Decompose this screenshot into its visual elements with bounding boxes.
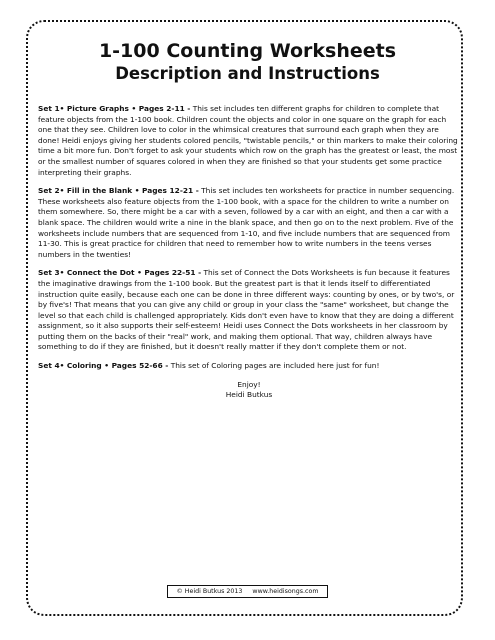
set-1-heading: Set 1• Picture Graphs • Pages 2-11 -	[38, 104, 191, 113]
page-subtitle: Description and Instructions	[115, 64, 380, 83]
set-3-paragraph	[38, 268, 460, 353]
set-4-paragraph	[38, 361, 460, 372]
footer-box	[167, 585, 327, 598]
footer-copyright: © Heidi Butkus 2013	[176, 588, 243, 595]
set-3-description: This set of Connect the Dots Worksheets is fun because it features the imaginative drawings from the 1-100 book. But the greatest part is that it lends itself to differentiated instruction quite easily, because each one can be done in three different ways: counting by ones, or by two's, or by five's! That means that you can give any child or group in your class the "same" worksheet, but change the level so that each child is challenged appropriately. Kids don't even have to know that they are doing a different assignment, so it also supports their self-esteem! Heidi uses Connect the Dots worksheets in her classroom by putting them on the backs of their "real" work, and making them optional. That way, children always have something to do if they are finished, but it doesn't really matter if they don't complete them or not.	[38, 268, 455, 352]
set-1-paragraph	[38, 104, 460, 178]
closing-signature	[38, 380, 460, 401]
instructions-body	[38, 104, 460, 401]
set-4-description: This set of Coloring pages are included here just for fun!	[170, 361, 380, 371]
set-1-description: This set includes ten different graphs for children to complete that feature objects from the 1-100 book. Children count the objects and color in one square on the graph for each one that they see. Children love to color in the whimsical creatures that surround each graph when they are done! Heidi enjoys giving her students colored pencils, "twistable pencils," or thin markers to make their coloring time a bit more fun. Don't forget to ask your students which row on the graph has the greatest or least, the most or the smallest number of squares colored in when they are finished so that your students get some practice interpreting their graphs.	[38, 104, 458, 177]
set-3-heading: Set 3• Connect the Dot • Pages 22-51 -	[38, 268, 202, 278]
set-4-heading: Set 4• Coloring • Pages 52-66 -	[38, 361, 169, 371]
closing-author: Heidi Butkus	[225, 390, 273, 400]
set-2-description: This set includes ten worksheets for practice in number sequencing. These worksheets also feature objects from the 1-100 book, with a space for the children to write a number on them somewhere. So, there might be a car with a seven, followed by a car with an eight, and then a car with a blank space. The children would write a nine in the blank space, and then go on to the next problem. Five of the worksheets include numbers that are sequenced from 1-10, and five include numbers that are sequenced from 11-30. This is great practice for children that need to remember how to write numbers in the teens verses numbers in the twenties!	[38, 186, 455, 259]
footer-website: www.heidisongs.com	[252, 588, 319, 595]
footer	[0, 585, 495, 598]
page-title: 1-100 Counting Worksheets	[98, 40, 397, 62]
set-2-heading: Set 2• Fill in the Blank • Pages 12-21 -	[38, 186, 199, 196]
closing-enjoy: Enjoy!	[237, 379, 261, 389]
set-2-paragraph	[38, 186, 460, 260]
